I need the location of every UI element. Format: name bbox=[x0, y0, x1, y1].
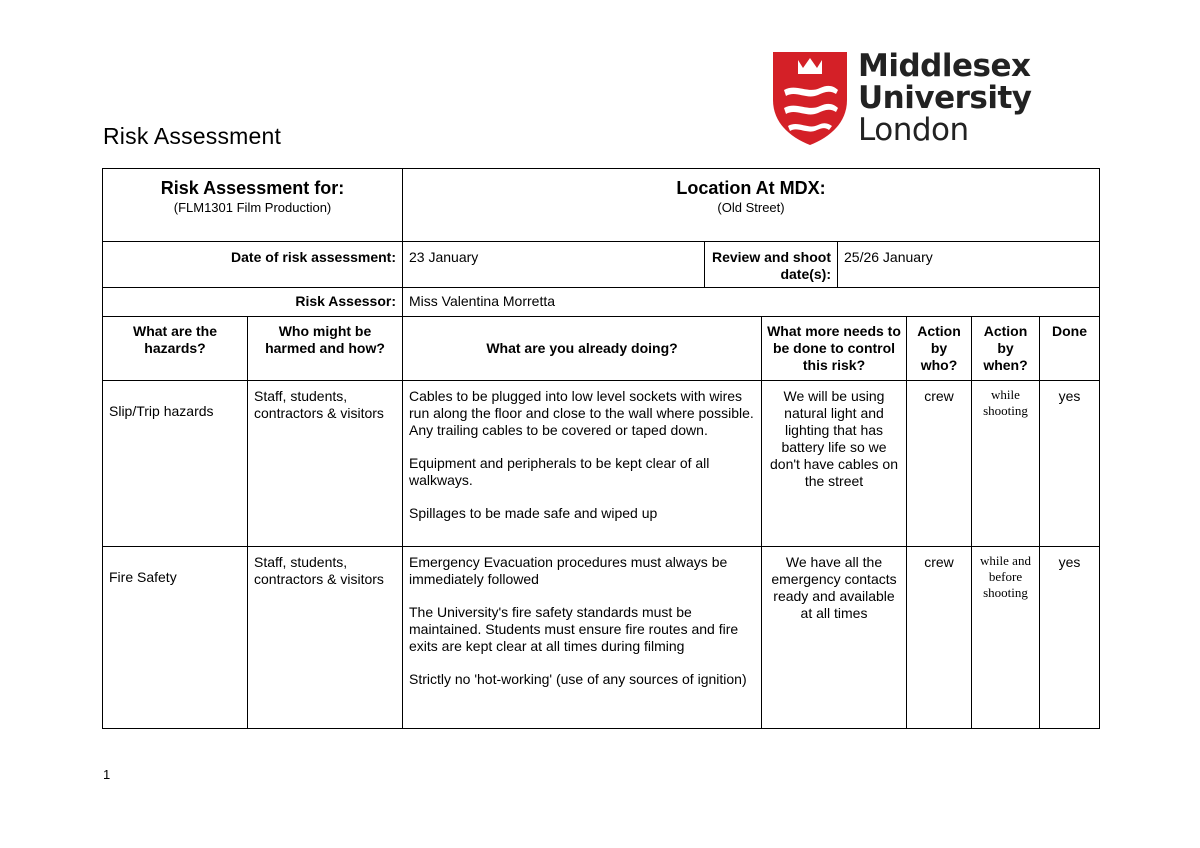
header-table bbox=[102, 168, 1100, 317]
row-2-doing-p2: The University's fire safety standards must be maintained. Students must ensure fire routes and fire exits are kept clear at all times during filming bbox=[409, 604, 739, 654]
row-2-hazard: Fire Safety bbox=[103, 547, 248, 729]
hazards-table bbox=[102, 316, 1100, 729]
row-2-doing-p3: Strictly no 'hot-working' (use of any sources of ignition) bbox=[409, 671, 747, 687]
location-label: Location At MDX: bbox=[676, 178, 826, 198]
row-1-doing-p1: Cables to be plugged into low level sockets with wires run along the floor and close to the wall where possible. Any trailing cables to be covered or taped down. bbox=[409, 388, 754, 438]
col-by-who: Action by who? bbox=[907, 317, 972, 381]
logo-line-3: London bbox=[858, 112, 969, 148]
row-2-by-who: crew bbox=[907, 547, 972, 729]
table-row bbox=[103, 547, 1100, 729]
row-2-done: yes bbox=[1040, 547, 1100, 729]
date-label: Date of risk assessment: bbox=[103, 242, 403, 288]
university-logo bbox=[770, 48, 1032, 148]
row-2-by-when: while and before shooting bbox=[972, 547, 1040, 729]
col-doing: What are you already doing? bbox=[403, 317, 762, 381]
row-1-doing-p2: Equipment and peripherals to be kept clear of all walkways. bbox=[409, 455, 710, 488]
assessor-value: Miss Valentina Morretta bbox=[403, 288, 1100, 317]
assessment-for-label: Risk Assessment for: bbox=[160, 178, 345, 198]
row-1-who: Staff, students, contractors & visitors bbox=[248, 381, 403, 547]
row-2-more: We have all the emergency contacts ready and available at all times bbox=[762, 547, 907, 729]
col-more: What more needs to be done to control this risk? bbox=[762, 317, 907, 381]
location-value: (Old Street) bbox=[717, 200, 785, 215]
page-title: Risk Assessment bbox=[103, 123, 282, 149]
row-1-hazard: Slip/Trip hazards bbox=[103, 381, 248, 547]
risk-assessment-table bbox=[102, 168, 1099, 729]
col-who: Who might be harmed and how? bbox=[248, 317, 403, 381]
row-1-by-who: crew bbox=[907, 381, 972, 547]
col-done: Done bbox=[1040, 317, 1100, 381]
row-1-doing bbox=[403, 381, 762, 547]
column-header-row bbox=[103, 317, 1100, 381]
logo-line-2: University bbox=[858, 80, 1032, 116]
shield-icon bbox=[770, 50, 850, 146]
assessment-for-cell bbox=[103, 169, 403, 242]
logo-line-1: Middlesex bbox=[858, 48, 1031, 84]
row-1-by-when: while shooting bbox=[972, 381, 1040, 547]
assessment-for-value: (FLM1301 Film Production) bbox=[173, 200, 332, 215]
location-cell bbox=[403, 169, 1100, 242]
row-1-done: yes bbox=[1040, 381, 1100, 547]
assessor-label: Risk Assessor: bbox=[103, 288, 403, 317]
row-1-doing-p3: Spillages to be made safe and wiped up bbox=[409, 505, 658, 521]
row-2-who: Staff, students, contractors & visitors bbox=[248, 547, 403, 729]
date-value: 23 January bbox=[403, 242, 705, 288]
col-hazards: What are the hazards? bbox=[103, 317, 248, 381]
review-value: 25/26 January bbox=[838, 242, 1100, 288]
review-label: Review and shoot date(s): bbox=[705, 242, 838, 288]
row-2-doing bbox=[403, 547, 762, 729]
table-row bbox=[103, 381, 1100, 547]
page-number: 1 bbox=[103, 767, 111, 782]
row-1-more: We will be using natural light and lighting that has battery life so we don't have cables on the street bbox=[762, 381, 907, 547]
row-2-doing-p1: Emergency Evacuation procedures must always be immediately followed bbox=[409, 554, 728, 587]
col-by-when: Action by when? bbox=[972, 317, 1040, 381]
